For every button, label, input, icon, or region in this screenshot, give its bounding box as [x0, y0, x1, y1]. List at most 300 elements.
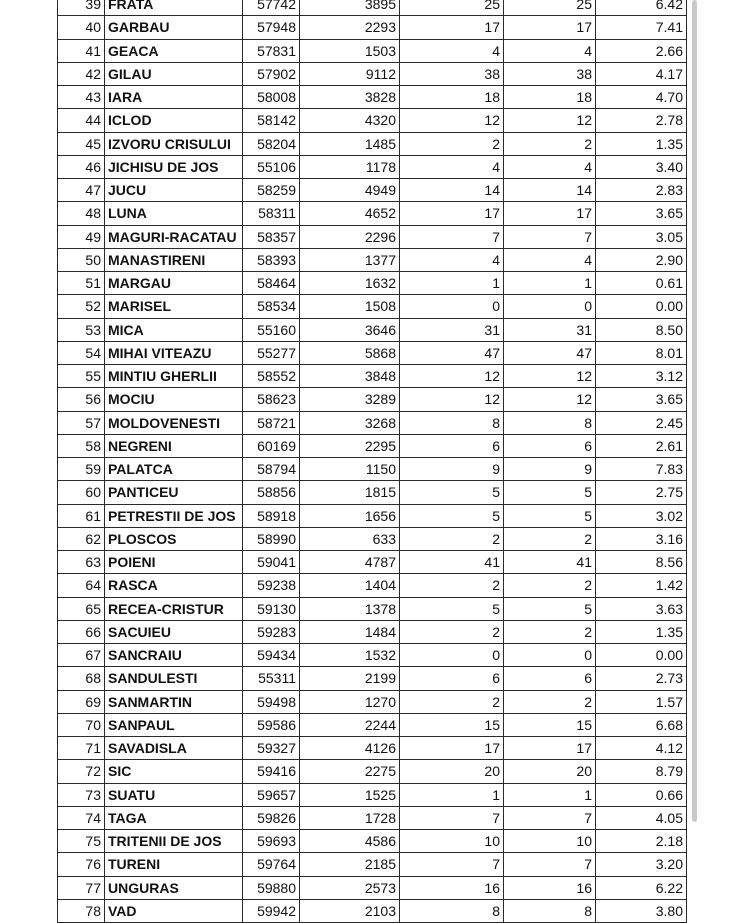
cases-cell: 31: [400, 318, 504, 341]
cases-14-days-cell: 6: [504, 434, 596, 457]
cases-14-days-cell: 2: [504, 574, 596, 597]
cases-cell: 4: [400, 248, 504, 271]
row-number-cell: 63: [58, 551, 105, 574]
cases-cell: 38: [400, 62, 504, 85]
table-row: [58, 202, 687, 225]
siruta-code-cell: 55277: [243, 341, 300, 364]
population-cell: 633: [300, 527, 400, 550]
siruta-code-cell: 59283: [243, 620, 300, 643]
cases-14-days-cell: 17: [504, 737, 596, 760]
row-number-cell: 76: [58, 853, 105, 876]
siruta-code-cell: 59586: [243, 713, 300, 736]
vertical-scrollbar[interactable]: [692, 0, 697, 822]
siruta-code-cell: 59416: [243, 760, 300, 783]
table-row: [58, 341, 687, 364]
cases-14-days-cell: 25: [504, 0, 596, 16]
population-cell: 1632: [300, 272, 400, 295]
incidence-rate-cell: 2.75: [596, 481, 687, 504]
row-number-cell: 49: [58, 225, 105, 248]
siruta-code-cell: 58623: [243, 388, 300, 411]
incidence-rate-cell: 4.05: [596, 806, 687, 829]
incidence-rate-cell: 3.20: [596, 853, 687, 876]
locality-name-cell: SAVADISLA: [105, 737, 243, 760]
incidence-rate-cell: 3.16: [596, 527, 687, 550]
cases-cell: 12: [400, 365, 504, 388]
siruta-code-cell: 58464: [243, 272, 300, 295]
table-row: [58, 527, 687, 550]
population-cell: 3289: [300, 388, 400, 411]
cases-cell: 8: [400, 899, 504, 922]
cases-cell: 7: [400, 225, 504, 248]
incidence-rate-cell: 8.01: [596, 341, 687, 364]
locality-name-cell: FRATA: [105, 0, 243, 16]
cases-14-days-cell: 2: [504, 690, 596, 713]
row-number-cell: 55: [58, 365, 105, 388]
locality-name-cell: LUNA: [105, 202, 243, 225]
population-cell: 4652: [300, 202, 400, 225]
siruta-code-cell: 58918: [243, 504, 300, 527]
incidence-rate-cell: 8.79: [596, 760, 687, 783]
incidence-rate-cell: 3.05: [596, 225, 687, 248]
population-cell: 4320: [300, 109, 400, 132]
cases-14-days-cell: 8: [504, 899, 596, 922]
siruta-code-cell: 59826: [243, 806, 300, 829]
population-cell: 2293: [300, 16, 400, 39]
cases-14-days-cell: 17: [504, 16, 596, 39]
table-row: [58, 318, 687, 341]
cases-14-days-cell: 7: [504, 853, 596, 876]
cases-14-days-cell: 14: [504, 179, 596, 202]
cases-14-days-cell: 17: [504, 202, 596, 225]
row-number-cell: 68: [58, 667, 105, 690]
population-cell: 3895: [300, 0, 400, 16]
cases-14-days-cell: 4: [504, 248, 596, 271]
row-number-cell: 44: [58, 109, 105, 132]
table-row: [58, 853, 687, 876]
row-number-cell: 69: [58, 690, 105, 713]
incidence-rate-cell: 1.57: [596, 690, 687, 713]
locality-name-cell: SIC: [105, 760, 243, 783]
incidence-rate-cell: 0.00: [596, 295, 687, 318]
locality-name-cell: SACUIEU: [105, 620, 243, 643]
incidence-rate-cell: 2.83: [596, 179, 687, 202]
population-cell: 1378: [300, 597, 400, 620]
siruta-code-cell: 58259: [243, 179, 300, 202]
table-row: [58, 16, 687, 39]
siruta-code-cell: 55160: [243, 318, 300, 341]
cases-cell: 1: [400, 783, 504, 806]
cases-cell: 12: [400, 388, 504, 411]
incidence-rate-cell: 3.65: [596, 202, 687, 225]
incidence-rate-cell: 0.66: [596, 783, 687, 806]
row-number-cell: 58: [58, 434, 105, 457]
table-row: [58, 551, 687, 574]
siruta-code-cell: 58721: [243, 411, 300, 434]
table-row: [58, 272, 687, 295]
population-cell: 2296: [300, 225, 400, 248]
locality-name-cell: UNGURAS: [105, 876, 243, 899]
cases-14-days-cell: 20: [504, 760, 596, 783]
locality-name-cell: VAD: [105, 899, 243, 922]
incidence-rate-cell: 1.35: [596, 132, 687, 155]
locality-name-cell: JUCU: [105, 179, 243, 202]
siruta-code-cell: 59880: [243, 876, 300, 899]
population-cell: 2185: [300, 853, 400, 876]
cases-cell: 15: [400, 713, 504, 736]
siruta-code-cell: 57948: [243, 16, 300, 39]
cases-cell: 0: [400, 295, 504, 318]
locality-name-cell: MARGAU: [105, 272, 243, 295]
cases-cell: 16: [400, 876, 504, 899]
siruta-code-cell: 59434: [243, 644, 300, 667]
population-cell: 1532: [300, 644, 400, 667]
cases-14-days-cell: 0: [504, 295, 596, 318]
siruta-code-cell: 59498: [243, 690, 300, 713]
population-cell: 1728: [300, 806, 400, 829]
cases-14-days-cell: 5: [504, 481, 596, 504]
population-cell: 1404: [300, 574, 400, 597]
table-row: [58, 504, 687, 527]
population-cell: 1525: [300, 783, 400, 806]
siruta-code-cell: 59657: [243, 783, 300, 806]
cases-14-days-cell: 12: [504, 365, 596, 388]
table-row: [58, 713, 687, 736]
cases-cell: 2: [400, 527, 504, 550]
cases-cell: 4: [400, 155, 504, 178]
cases-cell: 41: [400, 551, 504, 574]
row-number-cell: 47: [58, 179, 105, 202]
siruta-code-cell: 59130: [243, 597, 300, 620]
table-row: [58, 365, 687, 388]
population-cell: 2103: [300, 899, 400, 922]
cases-14-days-cell: 6: [504, 667, 596, 690]
cases-14-days-cell: 16: [504, 876, 596, 899]
table-row: [58, 690, 687, 713]
locality-name-cell: ICLOD: [105, 109, 243, 132]
siruta-code-cell: 59764: [243, 853, 300, 876]
cases-cell: 4: [400, 39, 504, 62]
siruta-code-cell: 58552: [243, 365, 300, 388]
table-row: [58, 597, 687, 620]
cases-cell: 5: [400, 481, 504, 504]
incidence-rate-cell: 8.56: [596, 551, 687, 574]
siruta-code-cell: 57902: [243, 62, 300, 85]
cases-14-days-cell: 0: [504, 644, 596, 667]
incidence-rate-cell: 8.50: [596, 318, 687, 341]
cases-cell: 6: [400, 667, 504, 690]
row-number-cell: 70: [58, 713, 105, 736]
locality-name-cell: PALATCA: [105, 458, 243, 481]
incidence-rate-cell: 2.66: [596, 39, 687, 62]
row-number-cell: 46: [58, 155, 105, 178]
cases-14-days-cell: 2: [504, 132, 596, 155]
population-cell: 3646: [300, 318, 400, 341]
cases-cell: 2: [400, 574, 504, 597]
table-row: [58, 667, 687, 690]
cases-14-days-cell: 12: [504, 109, 596, 132]
table-row: [58, 481, 687, 504]
cases-14-days-cell: 12: [504, 388, 596, 411]
row-number-cell: 61: [58, 504, 105, 527]
siruta-code-cell: 57742: [243, 0, 300, 16]
incidence-rate-cell: 2.73: [596, 667, 687, 690]
population-cell: 1485: [300, 132, 400, 155]
row-number-cell: 57: [58, 411, 105, 434]
incidence-rate-cell: 1.42: [596, 574, 687, 597]
population-cell: 4126: [300, 737, 400, 760]
population-cell: 2244: [300, 713, 400, 736]
table-row: [58, 899, 687, 922]
cases-14-days-cell: 5: [504, 504, 596, 527]
cases-cell: 5: [400, 597, 504, 620]
cases-cell: 8: [400, 411, 504, 434]
siruta-code-cell: 58142: [243, 109, 300, 132]
population-cell: 4787: [300, 551, 400, 574]
siruta-code-cell: 58204: [243, 132, 300, 155]
table-row: [58, 109, 687, 132]
siruta-code-cell: 58393: [243, 248, 300, 271]
row-number-cell: 41: [58, 39, 105, 62]
locality-name-cell: PANTICEU: [105, 481, 243, 504]
population-cell: 2573: [300, 876, 400, 899]
locality-name-cell: SANDULESTI: [105, 667, 243, 690]
siruta-code-cell: 58357: [243, 225, 300, 248]
table-row: [58, 132, 687, 155]
siruta-code-cell: 57831: [243, 39, 300, 62]
table-row: [58, 0, 687, 16]
table-row: [58, 644, 687, 667]
population-cell: 2199: [300, 667, 400, 690]
row-number-cell: 71: [58, 737, 105, 760]
incidence-rate-cell: 0.61: [596, 272, 687, 295]
cases-14-days-cell: 31: [504, 318, 596, 341]
incidence-rate-cell: 7.41: [596, 16, 687, 39]
incidence-rate-cell: 3.12: [596, 365, 687, 388]
table-row: [58, 62, 687, 85]
incidence-rate-cell: 3.80: [596, 899, 687, 922]
incidence-rate-cell: 1.35: [596, 620, 687, 643]
cases-cell: 17: [400, 737, 504, 760]
locality-name-cell: MIHAI VITEAZU: [105, 341, 243, 364]
table-row: [58, 225, 687, 248]
cases-cell: 6: [400, 434, 504, 457]
population-cell: 1150: [300, 458, 400, 481]
locality-name-cell: POIENI: [105, 551, 243, 574]
siruta-code-cell: 59327: [243, 737, 300, 760]
table-row: [58, 388, 687, 411]
incidence-rate-cell: 6.68: [596, 713, 687, 736]
locality-name-cell: GEACA: [105, 39, 243, 62]
locality-name-cell: IZVORU CRISULUI: [105, 132, 243, 155]
cases-14-days-cell: 9: [504, 458, 596, 481]
row-number-cell: 43: [58, 86, 105, 109]
population-cell: 1815: [300, 481, 400, 504]
incidence-rate-cell: 4.17: [596, 62, 687, 85]
cases-cell: 7: [400, 853, 504, 876]
locality-name-cell: MICA: [105, 318, 243, 341]
table-row: [58, 155, 687, 178]
incidence-rate-cell: 3.63: [596, 597, 687, 620]
siruta-code-cell: 55311: [243, 667, 300, 690]
population-cell: 3848: [300, 365, 400, 388]
incidence-rate-cell: 3.65: [596, 388, 687, 411]
population-cell: 1484: [300, 620, 400, 643]
row-number-cell: 66: [58, 620, 105, 643]
table-row: [58, 737, 687, 760]
siruta-code-cell: 58990: [243, 527, 300, 550]
cases-14-days-cell: 15: [504, 713, 596, 736]
cases-cell: 1: [400, 272, 504, 295]
row-number-cell: 74: [58, 806, 105, 829]
row-number-cell: 48: [58, 202, 105, 225]
siruta-code-cell: 59238: [243, 574, 300, 597]
table-row: [58, 830, 687, 853]
cases-cell: 20: [400, 760, 504, 783]
incidence-rate-cell: 2.18: [596, 830, 687, 853]
population-cell: 5868: [300, 341, 400, 364]
row-number-cell: 77: [58, 876, 105, 899]
siruta-code-cell: 58794: [243, 458, 300, 481]
table-row: [58, 783, 687, 806]
cases-14-days-cell: 10: [504, 830, 596, 853]
locality-name-cell: SANMARTIN: [105, 690, 243, 713]
population-cell: 4586: [300, 830, 400, 853]
row-number-cell: 75: [58, 830, 105, 853]
cases-14-days-cell: 4: [504, 155, 596, 178]
locality-name-cell: RASCA: [105, 574, 243, 597]
cases-cell: 47: [400, 341, 504, 364]
cases-cell: 5: [400, 504, 504, 527]
row-number-cell: 50: [58, 248, 105, 271]
population-cell: 1503: [300, 39, 400, 62]
row-number-cell: 52: [58, 295, 105, 318]
cases-14-days-cell: 1: [504, 783, 596, 806]
cases-14-days-cell: 5: [504, 597, 596, 620]
incidence-rate-cell: 2.61: [596, 434, 687, 457]
row-number-cell: 53: [58, 318, 105, 341]
siruta-code-cell: 58008: [243, 86, 300, 109]
table-row: [58, 620, 687, 643]
population-cell: 1508: [300, 295, 400, 318]
population-cell: 3268: [300, 411, 400, 434]
locality-name-cell: GILAU: [105, 62, 243, 85]
locality-name-cell: MANASTIRENI: [105, 248, 243, 271]
siruta-code-cell: 59942: [243, 899, 300, 922]
table-row: [58, 86, 687, 109]
row-number-cell: 56: [58, 388, 105, 411]
locality-name-cell: MINTIU GHERLII: [105, 365, 243, 388]
locality-name-cell: SANPAUL: [105, 713, 243, 736]
incidence-rate-cell: 3.40: [596, 155, 687, 178]
row-number-cell: 67: [58, 644, 105, 667]
locality-name-cell: GARBAU: [105, 16, 243, 39]
locality-name-cell: JICHISU DE JOS: [105, 155, 243, 178]
table-row: [58, 295, 687, 318]
table-row: [58, 434, 687, 457]
cases-14-days-cell: 2: [504, 527, 596, 550]
siruta-code-cell: 59041: [243, 551, 300, 574]
row-number-cell: 65: [58, 597, 105, 620]
locality-name-cell: TAGA: [105, 806, 243, 829]
locality-name-cell: NEGRENI: [105, 434, 243, 457]
table-row: [58, 760, 687, 783]
population-cell: 1270: [300, 690, 400, 713]
locality-name-cell: TRITENII DE JOS: [105, 830, 243, 853]
cases-14-days-cell: 18: [504, 86, 596, 109]
table-row: [58, 39, 687, 62]
incidence-rate-cell: 2.45: [596, 411, 687, 434]
table-body: [58, 0, 687, 923]
cases-cell: 2: [400, 132, 504, 155]
locality-name-cell: RECEA-CRISTUR: [105, 597, 243, 620]
row-number-cell: 64: [58, 574, 105, 597]
cases-cell: 12: [400, 109, 504, 132]
cases-cell: 2: [400, 690, 504, 713]
cases-cell: 2: [400, 620, 504, 643]
locality-name-cell: SUATU: [105, 783, 243, 806]
population-cell: 1377: [300, 248, 400, 271]
table-row: [58, 248, 687, 271]
siruta-code-cell: 60169: [243, 434, 300, 457]
incidence-rate-cell: 4.70: [596, 86, 687, 109]
cases-cell: 0: [400, 644, 504, 667]
cases-cell: 18: [400, 86, 504, 109]
locality-name-cell: IARA: [105, 86, 243, 109]
cases-cell: 7: [400, 806, 504, 829]
locality-name-cell: TURENI: [105, 853, 243, 876]
locality-name-cell: MOCIU: [105, 388, 243, 411]
row-number-cell: 54: [58, 341, 105, 364]
siruta-code-cell: 58534: [243, 295, 300, 318]
cases-14-days-cell: 41: [504, 551, 596, 574]
population-cell: 2295: [300, 434, 400, 457]
table-row: [58, 179, 687, 202]
incidence-rate-cell: 0.00: [596, 644, 687, 667]
incidence-rate-cell: 6.42: [596, 0, 687, 16]
incidence-rate-cell: 2.78: [596, 109, 687, 132]
siruta-code-cell: 58856: [243, 481, 300, 504]
row-number-cell: 60: [58, 481, 105, 504]
cases-14-days-cell: 38: [504, 62, 596, 85]
population-cell: 1178: [300, 155, 400, 178]
incidence-rate-cell: 2.90: [596, 248, 687, 271]
row-number-cell: 59: [58, 458, 105, 481]
locality-name-cell: PLOSCOS: [105, 527, 243, 550]
locality-name-cell: SANCRAIU: [105, 644, 243, 667]
population-cell: 9112: [300, 62, 400, 85]
population-cell: 2275: [300, 760, 400, 783]
cases-14-days-cell: 47: [504, 341, 596, 364]
cases-14-days-cell: 7: [504, 225, 596, 248]
cases-14-days-cell: 4: [504, 39, 596, 62]
incidence-rate-cell: 4.12: [596, 737, 687, 760]
row-number-cell: 73: [58, 783, 105, 806]
row-number-cell: 78: [58, 899, 105, 922]
row-number-cell: 39: [58, 0, 105, 16]
locality-name-cell: MAGURI-RACATAU: [105, 225, 243, 248]
cases-14-days-cell: 2: [504, 620, 596, 643]
cases-cell: 9: [400, 458, 504, 481]
cases-14-days-cell: 8: [504, 411, 596, 434]
row-number-cell: 42: [58, 62, 105, 85]
table-row: [58, 806, 687, 829]
row-number-cell: 62: [58, 527, 105, 550]
population-cell: 3828: [300, 86, 400, 109]
row-number-cell: 51: [58, 272, 105, 295]
siruta-code-cell: 59693: [243, 830, 300, 853]
population-cell: 4949: [300, 179, 400, 202]
localities-table: [57, 0, 687, 923]
